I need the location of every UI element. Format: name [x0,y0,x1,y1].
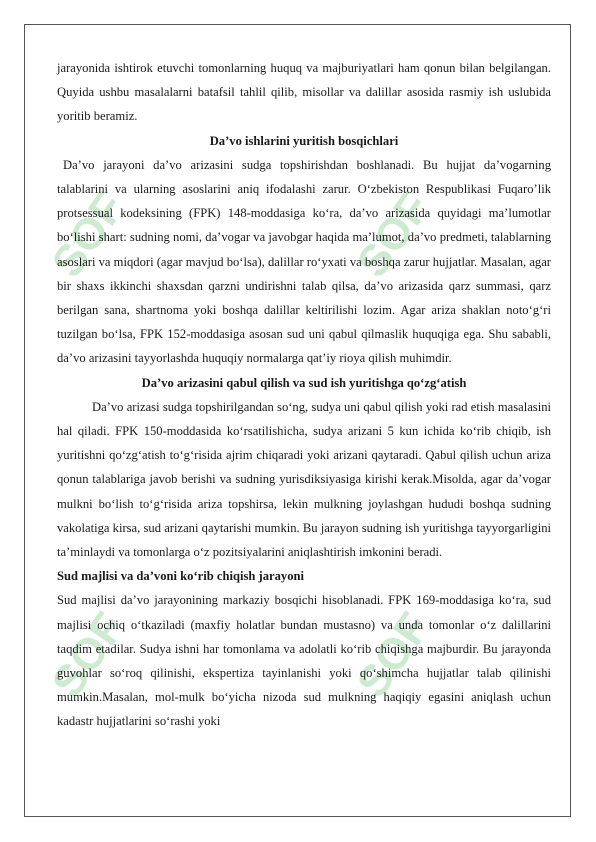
document-body [57,56,551,734]
watermark-text: SOF [42,183,135,287]
body-paragraph: Da’vo jarayoni da’vo arizasini sudga topshirishdan boshlanadi. Bu hujjat da’vogarning talablarini va ularning asoslarini aniq ifodalashi zarur. O‘zbekiston Respublikasi Fuqaro’lik protsessual kodeksining (FPK) 148-moddasiga ko‘ra, da’vo arizasida quyidagi ma’lumotlar bo‘lishi shart: sudning nomi, da’vogar va javobgar haqida ma’lumot, da’vo predmeti, talablarning asoslari va miqdori (agar mavjud bo‘lsa), dalillar ro‘yxati va boshqa zarur hujjatlar. Masalan, agar bir shaxs ikkinchi shaxsdan qarzni undirishni talab qilsa, da’vo arizasida qarz summasi, qarz berilgan sana, shartnoma yoki boshqa dalillar keltirilishi lozim. Agar ariza shaklan noto‘g‘ri tuzilgan bo‘lsa, FPK 152-moddasiga asosan sud uni qabul qilmaslik huquqiga ega. Shu sababli, da’vo arizasini tayyorlashda huquqiy normalarga qat’iy rioya qilish muhimdir. [57,157,551,366]
section-heading: Sud majlisi va da’voni ko‘rib chiqish jarayoni [57,569,305,584]
section-heading: Da’vo arizasini qabul qilish va sud ish yuritishga qo‘zg‘atish [141,375,467,390]
body-paragraph: Da’vo arizasi sudga topshirilgandan so‘ng, sudya uni qabul qilish yoki rad etish masalasini hal qiladi. FPK 150-moddasida ko‘rsatilishicha, sudya arizani 5 kun ichida ko‘rib chiqib, ish yuritishni qo‘zg‘atish to‘g‘risida ajrim chiqaradi yoki arizani qaytaradi. Qabul qilish uchun ariza qonun talablariga javob berishi va sudning yurisdiksiyasiga kirishi kerak.Misolda, agar da’vogar mulkni bo‘lish to‘g‘risida ariza topshirsa, lekin mulkning joylashgan hududi boshqa sudning vakolatiga kirsa, sud arizani qaytarishi mumkin. Bu jarayon sudning ish yuritishga tayyorgarligini ta’minlaydi va tomonlarga o‘z pozitsiyalarini aniqlashtirish imkonini beradi. [57,399,551,560]
section-heading: Da’vo ishlarini yuritish bosqichlari [209,133,399,148]
watermark-text: SOF [347,603,440,707]
body-paragraph: Sud majlisi da’vo jarayonining markaziy bosqichi hisoblanadi. FPK 169-moddasiga ko‘ra, sud majlisi ochiq o‘tkaziladi (maxfiy holatlar bundan mustasno) va unda tomonlar o‘z dalillarini taqdim etadilar. Sudya ishni har tomonlama va adolatli ko‘rib chiqishga majburdir. Bu jarayonda guvohlar so‘roq qilinishi, ekspertiza tayinlanishi yoki qo‘shimcha hujjatlar talab qilinishi mumkin.Masalan, mol-mulk bo‘yicha nizoda sud mulkning haqiqiy egasini aniqlash uchun kadastr hujjatlarini so‘rashi yoki [57,593,551,729]
watermark-text: SOF [347,183,440,287]
body-paragraph: jarayonida ishtirok etuvchi tomonlarning huquq va majburiyatlari ham qonun bilan belgilangan. Quyida ushbu masalalarni batafsil tahlil qilib, misollar va dalillar asosida rasmiy ish uslubida yoritib beramiz. [57,61,551,124]
watermark-text: SOF [42,603,135,707]
